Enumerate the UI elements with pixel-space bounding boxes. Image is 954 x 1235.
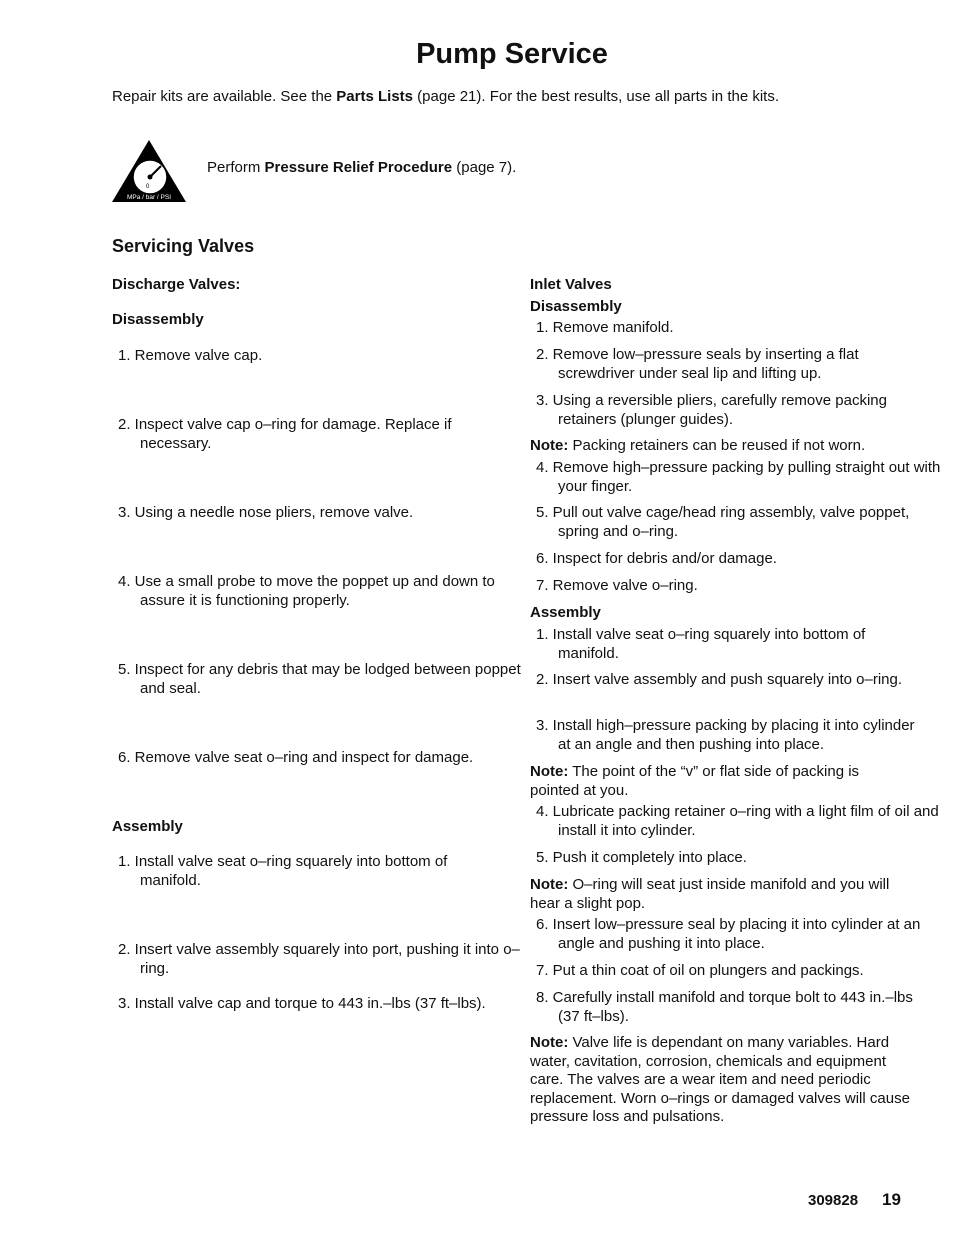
inlet-step: 7. Remove valve o–ring. [536,577,698,594]
note-text: O–ring will seat just inside manifold and you will hear a slight pop. [530,876,890,912]
inlet-disassembly-heading: Disassembly [530,298,622,315]
inlet-step: 2. Remove low–pressure seals by inserting a flat screwdriver under seal lip and lifting up. [536,346,859,382]
section-heading: Servicing Valves [112,236,255,256]
inlet-assembly-step: 5. Push it completely into place. [536,849,747,866]
note-text: Valve life is dependant on many variables. Hard water, cavitation, corrosion, chemicals and equipment care. The valves are a wear item and need periodic replacement. Worn o–rings or damaged valves will cause pressure loss and pulsations. [530,1034,910,1125]
inlet-assembly-step: 4. Lubricate packing retainer o–ring with a light film of oil and install it into cylinder. [536,803,939,839]
inlet-assembly-step: 7. Put a thin coat of oil on plungers and packings. [536,962,864,979]
inlet-step: 1. Remove manifold. [536,319,674,336]
inlet-assembly-step: 6. Insert low–pressure seal by placing it into cylinder at an angle and pushing it into place. [536,916,921,952]
intro-suffix: (page 21). For the best results, use all parts in the kits. [413,88,780,105]
inlet-note [530,437,914,456]
discharge-step: 6. Remove valve seat o–ring and inspect for damage. [118,749,474,766]
note-label: Note: [530,876,569,893]
pressure-relief-instruction [207,159,516,176]
note-label: Note: [530,1034,569,1051]
inlet-step: 6. Inspect for debris and/or damage. [536,550,777,567]
gauge-units-label: MPa / bar / PSI [126,194,172,201]
pressure-relief-ref: Pressure Relief Procedure [264,159,453,176]
document-number: 309828 [808,1192,859,1209]
discharge-heading: Discharge Valves: [112,276,241,293]
warning-prefix: Perform [207,159,265,176]
note-text: Packing retainers can be reused if not worn. [568,437,866,454]
page-number: 19 [882,1190,901,1209]
discharge-assembly-step: 3. Install valve cap and torque to 443 in.–lbs (37 ft–lbs). [118,995,486,1012]
warning-suffix: (page 7). [452,159,517,176]
discharge-assembly-heading: Assembly [112,818,183,835]
intro-prefix: Repair kits are available. See the [112,88,337,105]
inlet-assembly-step: 3. Install high–pressure packing by placing it into cylinder at an angle and then pushing into place. [536,717,915,753]
svg-text:0: 0 [146,184,150,190]
inlet-note [530,763,900,800]
note-label: Note: [530,437,569,454]
inlet-assembly-heading: Assembly [530,604,601,621]
pressure-gauge-warning-icon [110,138,188,204]
inlet-step: 5. Pull out valve cage/head ring assembly, valve poppet, spring and o–ring. [536,504,910,540]
inlet-assembly-step: 2. Insert valve assembly and push squarely into o–ring. [536,671,903,688]
inlet-note [530,1034,914,1127]
note-text: The point of the “v” or flat side of packing is pointed at you. [530,763,860,799]
parts-lists-ref: Parts Lists [336,88,413,105]
intro-paragraph [112,88,872,106]
discharge-assembly-step: 2. Insert valve assembly squarely into port, pushing it into o–ring. [118,941,520,977]
discharge-step: 1. Remove valve cap. [118,347,263,364]
discharge-step: 5. Inspect for any debris that may be lodged between poppet and seal. [118,661,521,697]
inlet-assembly-step: 1. Install valve seat o–ring squarely into bottom of manifold. [536,626,866,662]
discharge-step: 3. Using a needle nose pliers, remove valve. [118,504,414,521]
inlet-heading: Inlet Valves [530,276,612,293]
inlet-assembly-step: 8. Carefully install manifold and torque bolt to 443 in.–lbs (37 ft–lbs). [536,989,913,1025]
inlet-step: 3. Using a reversible pliers, carefully remove packing retainers (plunger guides). [536,392,887,428]
page-title: Pump Service [416,38,608,70]
discharge-step: 2. Inspect valve cap o–ring for damage. Replace if necessary. [118,416,452,452]
inlet-note [530,876,914,913]
discharge-step: 4. Use a small probe to move the poppet up and down to assure it is functioning properly. [118,573,495,609]
inlet-step: 4. Remove high–pressure packing by pulling straight out with your finger. [536,459,941,495]
note-label: Note: [530,763,569,780]
discharge-assembly-step: 1. Install valve seat o–ring squarely into bottom of manifold. [118,853,448,889]
discharge-disassembly-heading: Disassembly [112,311,204,328]
